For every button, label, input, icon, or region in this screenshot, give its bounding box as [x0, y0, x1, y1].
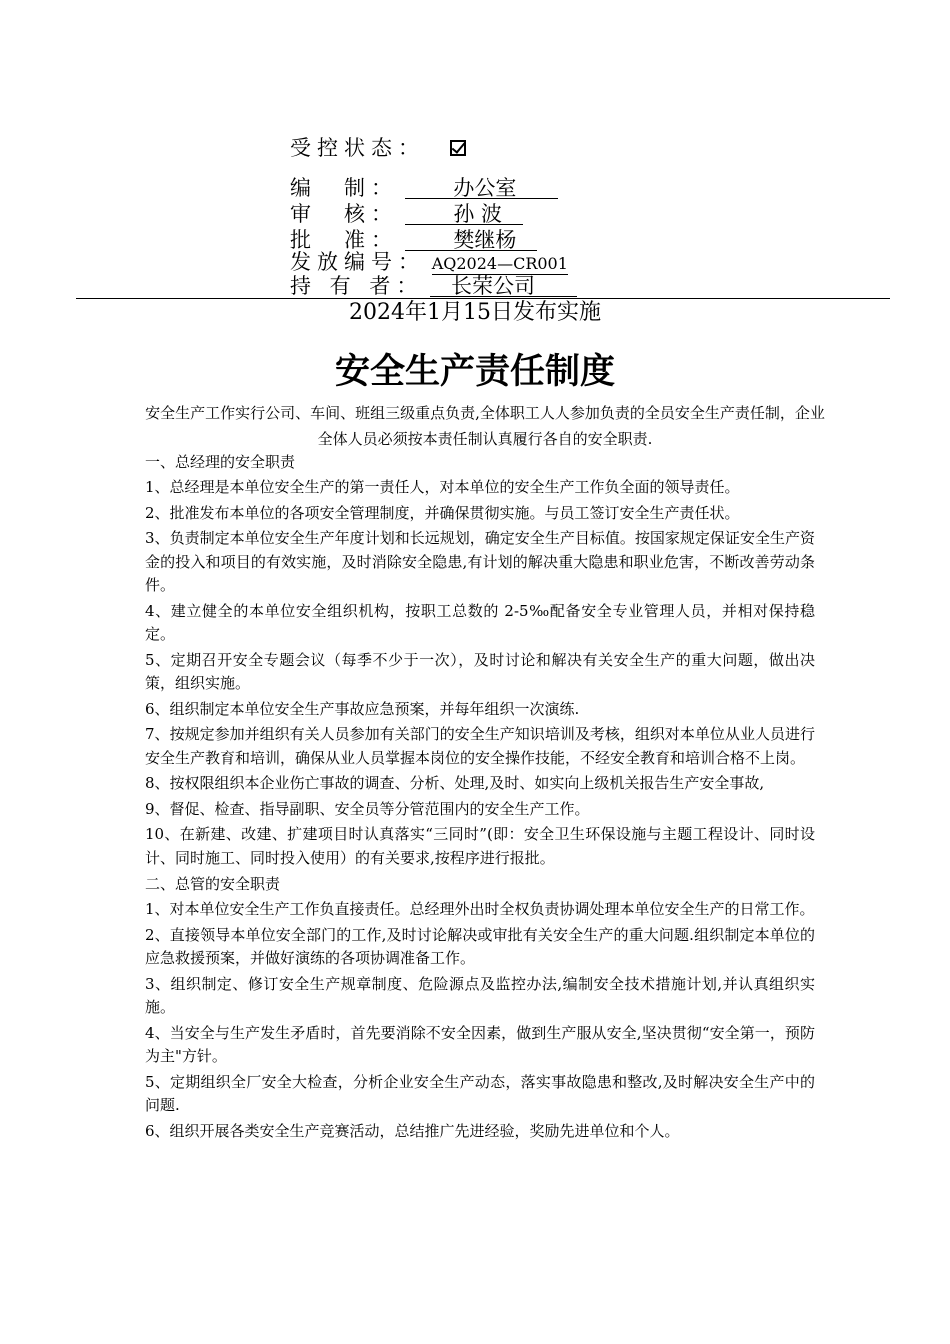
list-item: 4、建立健全的本单位安全组织机构，按职工总数的 2-5‰配备安全专业管理人员，并相对保持稳定。: [145, 601, 815, 643]
issue-number-row: [290, 250, 568, 275]
document-body: [145, 450, 815, 1145]
list-item: 8、按权限组织本企业伤亡事故的调查、分析、处理,及时、如实向上级机关报告生产安全事故,: [145, 774, 765, 792]
list-item: 2、批准发布本单位的各项安全管理制度，并确保贯彻实施。与员工签订安全生产责任状。: [145, 503, 740, 522]
list-item: 7、按规定参加并组织有关人员参加有关部门的安全生产知识培训及考核，组织对本单位从业人员进行安全生产教育和培训，确保从业人员掌握本岗位的安全操作技能，不经安全教育和培训合格不上岗。: [145, 725, 815, 767]
approved-by-value: 樊继杨: [404, 228, 538, 252]
reviewed-by-label: 审 核：: [290, 202, 398, 226]
approved-by-label: 批 准：: [290, 228, 398, 252]
list-item: 1、对本单位安全生产工作负直接责任。总经理外出时全权负责协调处理本单位安全生产的日常工作。: [145, 900, 815, 918]
list-item: 4、当安全与生产发生矛盾时，首先要消除不安全因素，做到生产服从安全,坚决贯彻“安全第一，预防为主"方针。: [145, 1023, 815, 1065]
section-heading: 一、总经理的安全职责: [145, 453, 296, 471]
control-status-label: 受控状态：: [290, 136, 425, 160]
list-item: 9、督促、检查、指导副职、安全员等分管范围内的安全生产工作。: [145, 799, 590, 818]
approved-by-row: [290, 228, 537, 252]
issue-number-label: 发放编号：: [290, 250, 425, 274]
compiled-by-row: [290, 176, 558, 200]
compiled-by-value: 办公室: [404, 176, 559, 200]
list-item: 3、组织制定、修订安全生产规章制度、危险源点及监控办法,编制安全技术措施计划,并认真组织实施。: [145, 974, 815, 1016]
issue-number-value: AQ2024—CR001: [431, 254, 568, 273]
list-item: 2、直接领导本单位安全部门的工作,及时讨论解决或审批有关安全生产的重大问题.组织制定本单位的应急救援预案，并做好演练的各项协调准备工作。: [145, 925, 815, 967]
list-item: 5、定期召开安全专题会议（每季不少于一次），及时讨论和解决有关安全生产的重大问题，做出决策，组织实施。: [145, 650, 815, 692]
publish-date: 2024年1月15日发布实施: [349, 300, 601, 325]
holder-value: 长荣公司: [430, 274, 578, 298]
control-status-row: [290, 136, 425, 160]
list-item: 5、定期组织全厂安全大检查，分析企业安全生产动态，落实事故隐患和整改,及时解决安全生产中的问题.: [145, 1072, 815, 1114]
list-item: 6、组织开展各类安全生产竞赛活动，总结推广先进经验，奖励先进单位和个人。: [145, 1121, 680, 1140]
list-item: 3、负责制定本单位安全生产年度计划和长远规划，确定安全生产目标值。按国家规定保证安全生产资金的投入和项目的有效实施，及时消除安全隐患,有计划的解决重大隐患和职业危害，不断改善劳动条件。: [145, 529, 815, 594]
list-item: 10、在新建、改建、扩建项目时认真落实“三同时”(即：安全卫生环保设施与主题工程设计、同时设计、同时施工、同时投入使用）的有关要求,按程序进行报批。: [145, 825, 815, 867]
holder-row: [290, 274, 577, 298]
checked-checkbox-icon: [450, 140, 466, 156]
section-heading: 二、总管的安全职责: [145, 875, 281, 893]
holder-label: 持 有 者：: [290, 274, 424, 298]
list-item: 1、总经理是本单位安全生产的第一责任人，对本单位的安全生产工作负全面的领导责任。: [145, 478, 740, 496]
intro-paragraph: 安全生产工作实行公司、车间、班组三级重点负责,全体职工人人参加负责的全员安全生产责任制，企业全体人员必须按本责任制认真履行各自的安全职责.: [145, 404, 825, 448]
reviewed-by-row: [290, 202, 523, 226]
compiled-by-label: 编 制：: [290, 176, 398, 200]
document-title: 安全生产责任制度: [334, 351, 615, 392]
list-item: 6、组织制定本单位安全生产事故应急预案，并每年组织一次演练.: [145, 699, 580, 718]
reviewed-by-value: 孙 波: [404, 202, 524, 226]
